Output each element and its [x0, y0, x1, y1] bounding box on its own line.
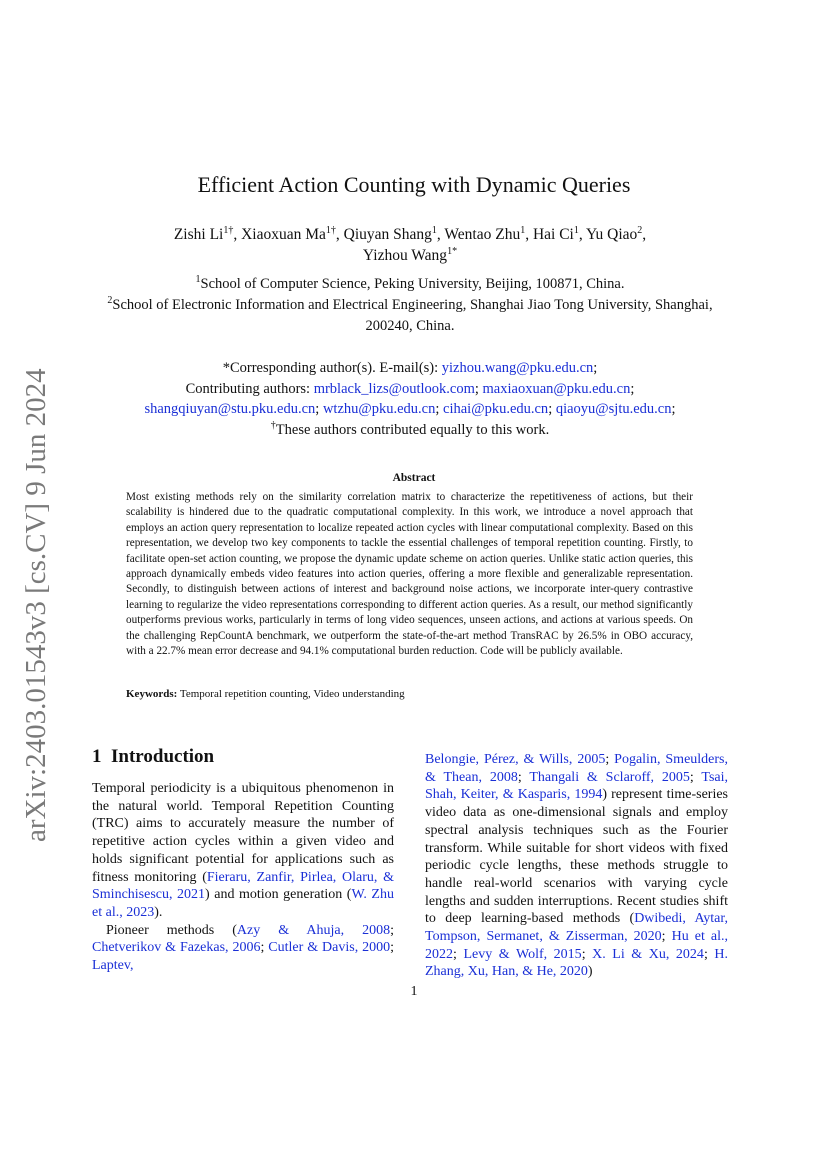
citation-link[interactable]: Thangali & Sclaroff, 2005 [529, 769, 690, 785]
author-mark: 2 [637, 224, 643, 236]
right-column [425, 751, 728, 981]
punct: ; [435, 401, 440, 417]
contact-block [100, 358, 720, 440]
citation-link[interactable]: Dwibedi, Aytar, Tompson, Sermanet, & Zisserman, 2020 [425, 911, 728, 945]
paragraph-text: ). [154, 904, 163, 920]
corresponding-line [100, 358, 720, 379]
corresponding-email-link[interactable]: yizhou.wang@pku.edu.cn [441, 360, 594, 376]
equal-contribution-note [100, 420, 720, 441]
author-separator: , [233, 226, 242, 243]
citation-link[interactable]: Azy & Ahuja, 2008 [236, 922, 391, 938]
email-link[interactable]: shangqiuyan@stu.pku.edu.cn [144, 401, 316, 417]
section-number: 1 [92, 746, 102, 767]
email-link[interactable]: wtzhu@pku.edu.cn [322, 401, 436, 417]
section-title: Introduction [111, 746, 215, 767]
abstract-heading: Abstract [392, 472, 436, 484]
author-mark: 1 [520, 224, 526, 236]
affiliation-mark: 2 [107, 295, 113, 307]
affiliation-mark: 1 [195, 274, 201, 286]
affiliation-1 [100, 274, 720, 295]
paper-title: Efficient Action Counting with Dynamic Queries [197, 172, 631, 197]
contributing-line-2 [100, 399, 720, 420]
author-mark: 1 [573, 224, 579, 236]
author-separator: , [525, 226, 533, 243]
punct: ; [315, 401, 320, 417]
email-link[interactable]: maxiaoxuan@pku.edu.cn [482, 380, 631, 397]
paragraph-text: ) [587, 964, 593, 980]
contributing-line [100, 379, 720, 400]
corresponding-label: *Corresponding author(s). E-mail(s): [222, 360, 439, 376]
author-name: Wentao Zhu [444, 226, 521, 243]
punct: ; [548, 401, 553, 417]
equal-contribution-text: These authors contributed equally to this work. [275, 421, 550, 438]
citation-link[interactable]: X. Li & Xu, 2024 [592, 946, 704, 962]
page-number: 1 [410, 984, 418, 999]
section-heading [92, 746, 214, 768]
dagger-mark: † [270, 419, 276, 431]
citation-link[interactable]: Cutler & Davis, 2000 [268, 940, 391, 956]
punct: ; [593, 360, 598, 376]
paragraph-text: ) and motion generation ( [205, 887, 352, 903]
citation-link[interactable]: Fieraru, Zanfir, Pirlea, Olaru, & Sminchisescu, 2021 [92, 869, 394, 903]
citation-link[interactable]: Belongie, Pérez, & Wills, 2005 [425, 752, 606, 767]
left-column [92, 780, 394, 975]
author-separator: , [436, 226, 445, 243]
author-name: Qiuyan Shang [343, 226, 432, 243]
author-mark: 1* [447, 245, 458, 257]
paragraph-text: ) represent time-series video data as one-dimensional signals and employ spectral analysis techniques such as the Fourier transform. While suitable for short videos with fixed periodic cycle lengths, these methods struggle to handle real-world scenarios with varying cycle lengths and sudden interruptions. Recent studies shift to deep learning-based methods ( [425, 787, 729, 927]
citation-link[interactable]: Tsai, Shah, Keiter, & Kasparis, 1994 [425, 769, 729, 803]
citation-link[interactable]: H. Zhang, Xu, Han, & He, 2020 [425, 946, 729, 980]
author-name: Hai Ci [532, 226, 574, 243]
contributing-label: Contributing authors: [185, 380, 311, 397]
author-name: Yizhou Wang [362, 247, 448, 264]
citation-link[interactable]: Pogalin, Smeulders, & Thean, 2008 [425, 752, 728, 785]
punct: ; [630, 380, 635, 397]
affiliations [100, 274, 720, 337]
author-list [110, 224, 710, 266]
intro-paragraph-2-cont: Belongie, Pérez, & Wills, 2005; Pogalin, Smeulders, & Thean, 2008; Thangali & Sclaroff, 2005; Tsai, Shah, Keiter, & Kasparis, 1994) represent time-series video data as one-dimensional signals and employ spectral analysis techniques such as the Fourier transform. While suitable for short videos with fixed periodic cycle lengths, these methods struggle to handle real-world scenarios with varying cycle lengths and sudden interruptions. Recent studies shift to deep learning-based methods (Dwibedi, Aytar, Tompson, Sermanet, & Zisserman, 2020; Hu et al., 2022; Levy & Wolf, 2015; X. Li & Xu, 2024; H. Zhang, Xu, Han, & He, 2020) [425, 752, 729, 980]
author-separator: , [578, 226, 587, 243]
author-name: Zishi Li [173, 226, 224, 243]
citation-link[interactable]: Hu et al., 2022 [425, 929, 728, 962]
punct: ; [671, 401, 676, 417]
arxiv-identifier-stamp: arXiv:2403.01543v3 [cs.CV] 9 Jun 2024 [20, 368, 52, 842]
punct: ; [474, 380, 479, 397]
keywords-text: Temporal repetition counting, Video understanding [179, 688, 405, 700]
affiliation-text: School of Electronic Information and Electrical Engineering, Shanghai Jiao Tong University, Shanghai, 200240, China. [112, 297, 713, 334]
author-name: Yu Qiao [586, 226, 638, 243]
paragraph-text: Temporal periodicity is a ubiquitous phenomenon in the natural world. Temporal Repetition Counting (TRC) aims to accurately measure the number of repetitive action cycles within a given video and holds significant potential for applications such as fitness monitoring ( [92, 781, 394, 885]
affiliation-2 [100, 295, 720, 337]
citation-link[interactable]: Laptev, [92, 958, 134, 974]
keywords [126, 688, 693, 700]
author-mark: 1† [223, 224, 234, 236]
author-mark: 1 [431, 224, 437, 236]
email-link[interactable]: mrblack_lizs@outlook.com [313, 380, 475, 397]
intro-paragraph-2-start: Pioneer methods (Azy & Ahuja, 2008; Chetverikov & Fazekas, 2006; Cutler & Davis, 2000; Laptev, [92, 922, 395, 974]
author-mark: 1† [325, 224, 336, 236]
email-link[interactable]: qiaoyu@sjtu.edu.cn [555, 401, 672, 417]
keywords-label: Keywords: [126, 688, 178, 700]
citation-link[interactable]: W. Zhu et al., 2023 [92, 887, 394, 920]
abstract-text: Most existing methods rely on the similarity correlation matrix to characterize the repetitiveness of actions, but their scalability is hindered due to the quadratic computational complexity. In this work, we introduce a novel approach that employs an action query representation to localize repeated action cycles with linear computational complexity. Based on this representation, we develop two key components to tackle the essential challenges of temporal repetition counting. Firstly, to facilitate open-set action counting, we propose the dynamic update scheme on action queries. Unlike static action queries, this approach dynamically embeds video features into action queries, offering a more flexible and generalizable representation. Secondly, to distinguish between actions of interest and background noise actions, we incorporate inter-query contrastive learning to regularize the video representations corresponding to different action queries. As a result, our method significantly outperforms previous works, particularly in terms of long video sequences, unseen actions, and actions at various speeds. On the challenging RepCountA benchmark, we outperform the state-of-the-art method TransRAC by 26.5% in OBO accuracy, with a 22.7% mean error decrease and 94.1% computational burden reduction. Code will be publicly available. [126, 491, 693, 658]
citation-link[interactable]: Levy & Wolf, 2015 [463, 946, 582, 962]
affiliation-text: School of Computer Science, Peking University, Beijing, 100871, China. [200, 276, 625, 292]
citation-link[interactable]: Chetverikov & Fazekas, 2006 [92, 940, 261, 956]
paragraph-text: Pioneer methods ( [106, 922, 237, 938]
author-separator: , [335, 226, 344, 243]
email-link[interactable]: cihai@pku.edu.cn [443, 401, 549, 417]
author-separator: , [642, 226, 647, 243]
intro-paragraph-1 [92, 780, 394, 922]
author-name: Xiaoxuan Ma [241, 226, 326, 243]
